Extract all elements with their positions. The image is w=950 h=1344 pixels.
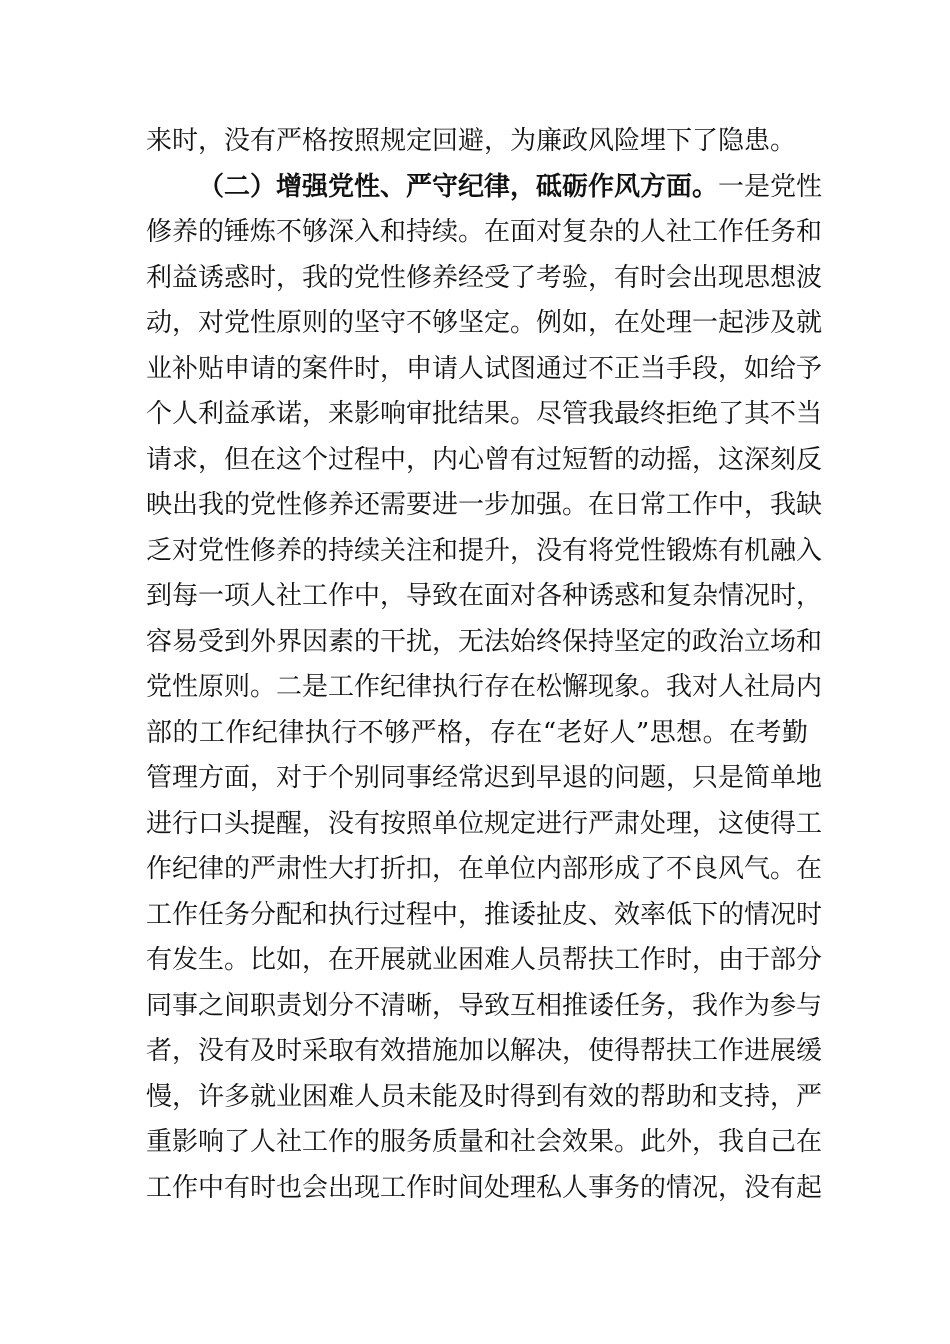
text-line-6: 业补贴申请的案件时，申请人试图通过不正当手段，如给予 bbox=[146, 353, 823, 384]
section-heading: （二）增强党性、严守纪律，砥砺作风方面。 bbox=[198, 171, 719, 202]
text-line-3: 修养的锤炼不够深入和持续。在面对复杂的人社工作任务和 bbox=[146, 217, 823, 247]
text-line-9: 映出我的党性修养还需要进一步加强。在日常工作中，我缺 bbox=[146, 490, 823, 520]
text-line-10: 乏对党性修养的持续关注和提升，没有将党性锻炼有机融入 bbox=[146, 535, 823, 566]
text-line-22: 慢，许多就业困难人员未能及时得到有效的帮助和支持，严 bbox=[146, 1081, 823, 1112]
text-line-7: 个人利益承诺，来影响审批结果。尽管我最终拒绝了其不当 bbox=[146, 399, 823, 429]
text-line-8: 请求，但在这个过程中，内心曾有过短暂的动摇，这深刻反 bbox=[146, 444, 823, 475]
text-line-24: 工作中有时也会出现工作时间处理私人事务的情况，没有起 bbox=[146, 1172, 823, 1203]
text-line-21: 者，没有及时采取有效措施加以解决，使得帮扶工作进展缓 bbox=[146, 1036, 823, 1066]
text-line-5: 动，对党性原则的坚守不够坚定。例如，在处理一起涉及就 bbox=[146, 308, 823, 338]
text-line-17: 作纪律的严肃性大打折扣，在单位内部形成了不良风气。在 bbox=[146, 854, 823, 884]
text-line-15: 管理方面，对于个别同事经常迟到早退的问题，只是简单地 bbox=[146, 763, 823, 793]
text-line-14: 部的工作纪律执行不够严格，存在“老好人”思想。在考勤 bbox=[146, 717, 808, 748]
text-line-4: 利益诱惑时，我的党性修养经受了考验，有时会出现思想波 bbox=[146, 262, 823, 293]
text-line-18: 工作任务分配和执行过程中，推诿扯皮、效率低下的情况时 bbox=[146, 899, 823, 930]
text-line-13: 党性原则。二是工作纪律执行存在松懈现象。我对人社局内 bbox=[146, 672, 823, 702]
text-line-19: 有发生。比如，在开展就业困难人员帮扶工作时，由于部分 bbox=[146, 945, 823, 975]
section-heading-continuation: 一是党性 bbox=[718, 171, 823, 202]
text-line-23: 重影响了人社工作的服务质量和社会效果。此外，我自己在 bbox=[146, 1127, 823, 1157]
text-line-12: 容易受到外界因素的干扰，无法始终保持坚定的政治立场和 bbox=[146, 626, 823, 657]
body-text bbox=[146, 119, 823, 1211]
text-line-11: 到每一项人社工作中，导致在面对各种诱惑和复杂情况时， bbox=[146, 581, 823, 611]
text-line-16: 进行口头提醒，没有按照单位规定进行严肃处理，这使得工 bbox=[146, 808, 823, 839]
section-heading-line bbox=[146, 165, 823, 211]
text-line-20: 同事之间职责划分不清晰，导致互相推诿任务，我作为参与 bbox=[146, 990, 823, 1021]
text-line-1: 来时，没有严格按照规定回避，为廉政风险埋下了隐患。 bbox=[146, 126, 797, 156]
